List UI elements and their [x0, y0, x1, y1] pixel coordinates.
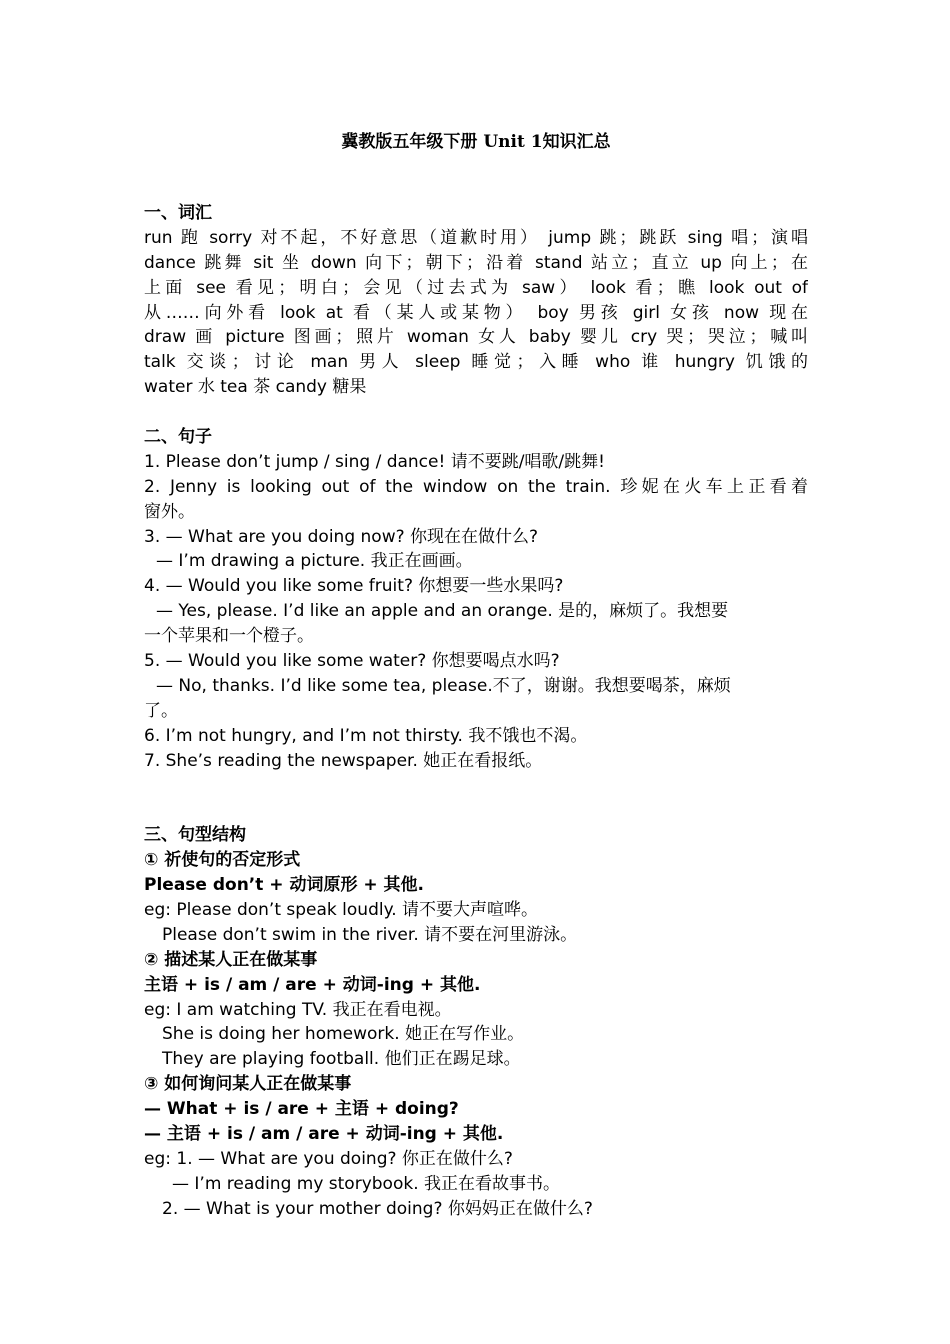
sentence-line: 1. Please don’t jump / sing / dance! 请不要跳/唱歌/跳舞!	[144, 451, 605, 472]
vocab-line: 从……向外看 look at 看（某人或某物） boy 男孩 girl 女孩 now 现在	[144, 302, 808, 323]
example-line: Please don’t swim in the river. 请不要在河里游泳。	[162, 924, 578, 945]
vocab-line: dance 跳舞 sit 坐 down 向下；朝下；沿着 stand 站立；直立 up 向上；在	[144, 252, 808, 273]
structure-title: ① 祈使句的否定形式	[144, 850, 301, 871]
example-line: They are playing football. 他们正在踢足球。	[162, 1049, 521, 1070]
structure-title: ② 描述某人正在做某事	[144, 949, 318, 970]
example-line: — I’m reading my storybook. 我正在看故事书。	[172, 1173, 561, 1194]
vocab-heading: 一、词汇	[144, 203, 212, 223]
vocab-line: 上面 see 看见；明白；会见（过去式为 saw） look 看；瞧 look out of	[144, 277, 808, 298]
example-line: 2. — What is your mother doing? 你妈妈正在做什么?	[162, 1198, 593, 1219]
example-line: She is doing her homework. 她正在写作业。	[162, 1024, 525, 1045]
structure-formula: Please don’t + 动词原形 + 其他.	[144, 875, 425, 896]
sentence-line: 3. — What are you doing now? 你现在在做什么?	[144, 526, 539, 547]
document-body	[144, 201, 808, 1222]
sentence-line: — Yes, please. I’d like an apple and an orange. 是的，麻烦了。我想要	[156, 601, 729, 622]
document-title: 冀教版五年级下册 Unit 1知识汇总	[341, 132, 611, 152]
sentence-line: — No, thanks. I’d like some tea, please.不了，谢谢。我想要喝茶，麻烦	[156, 675, 731, 696]
vocab-line: draw 画 picture 图画；照片 woman 女人 baby 婴儿 cry 哭；哭泣；喊叫	[144, 327, 808, 348]
structure-formula: — 主语 + is / am / are + 动词-ing + 其他.	[144, 1123, 504, 1144]
sentence-line: 了。	[144, 700, 178, 721]
sentence-line: 一个苹果和一个橙子。	[144, 626, 314, 647]
example-line: eg: 1. — What are you doing? 你正在做什么?	[144, 1148, 513, 1169]
sentence-line: 5. — Would you like some water? 你想要喝点水吗?	[144, 651, 560, 672]
sentence-line: 窗外。	[144, 501, 195, 522]
vocab-line: water 水 tea 茶 candy 糖果	[144, 377, 367, 398]
sentence-line: 4. — Would you like some fruit? 你想要一些水果吗?	[144, 576, 564, 597]
example-line: eg: Please don’t speak loudly. 请不要大声喧哗。	[144, 899, 539, 920]
structure-formula: 主语 + is / am / are + 动词-ing + 其他.	[144, 974, 481, 995]
sentences-heading: 二、句子	[144, 427, 212, 448]
sentence-line: 6. I’m not hungry, and I’m not thirsty. 我不饿也不渴。	[144, 725, 588, 746]
structures-heading: 三、句型结构	[144, 825, 246, 846]
structure-title: ③ 如何询问某人正在做某事	[144, 1074, 352, 1095]
vocab-line: run 跑 sorry 对不起，不好意思（道歉时用） jump 跳；跳跃 sing 唱；演唱	[144, 227, 808, 248]
sentence-line: 7. She’s reading the newspaper. 她正在看报纸。	[144, 750, 543, 771]
sentence-line: — I’m drawing a picture. 我正在画画。	[156, 551, 473, 572]
sentence-line: 2. Jenny is looking out of the window on the train. 珍妮在火车上正看着	[144, 476, 808, 497]
structure-formula: — What + is / are + 主语 + doing?	[144, 1099, 459, 1120]
example-line: eg: I am watching TV. 我正在看电视。	[144, 999, 452, 1020]
vocab-line: talk 交谈；讨论 man 男人 sleep 睡觉；入睡 who 谁 hungry 饥饿的	[144, 352, 808, 373]
